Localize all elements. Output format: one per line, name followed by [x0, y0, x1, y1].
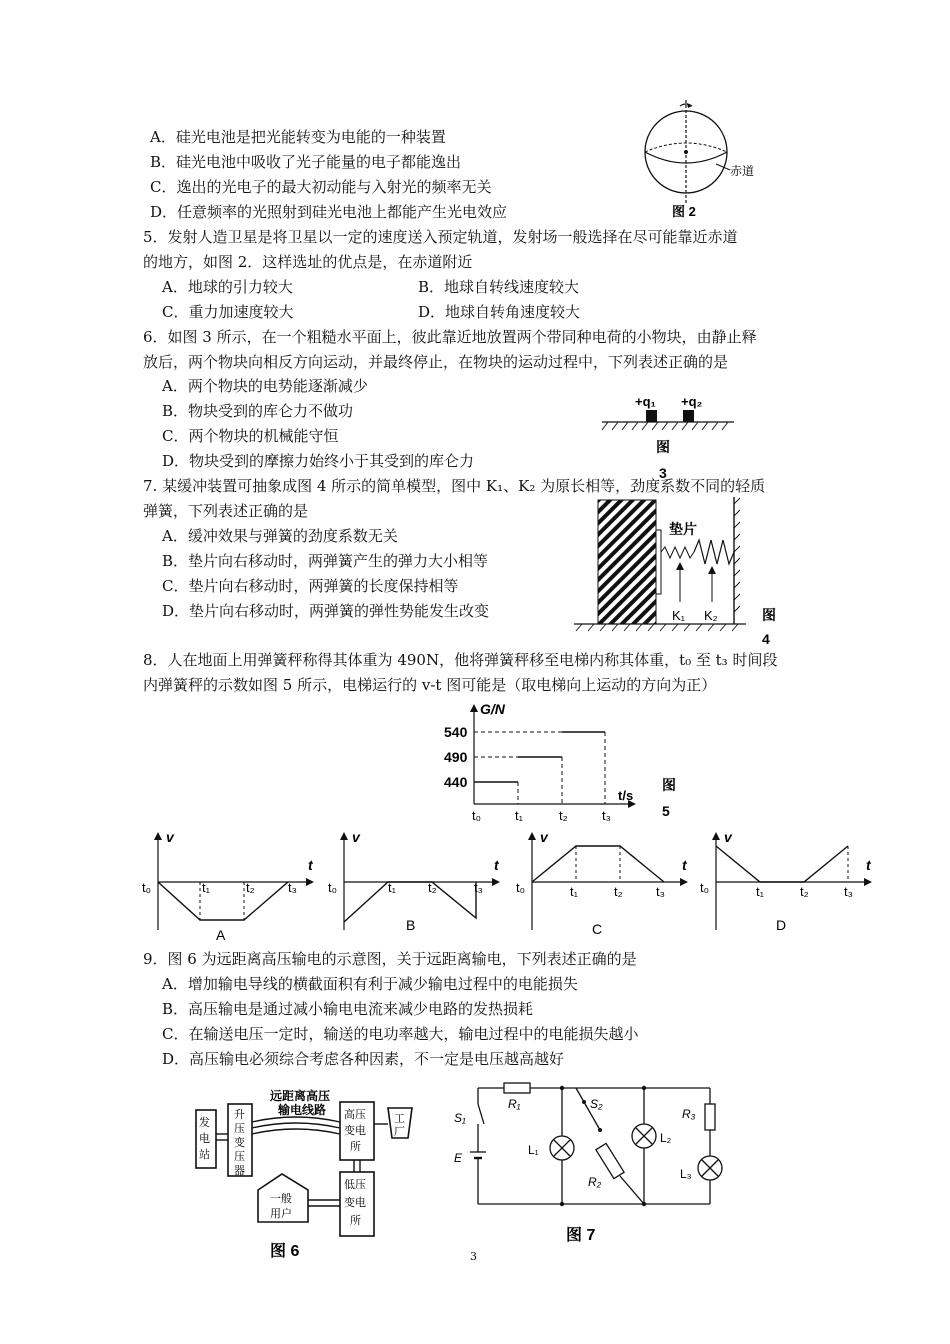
- fig5-caption-2: 5: [662, 803, 670, 819]
- page-number: 3: [470, 1250, 477, 1263]
- q6-option-a: A．两个物块的电势能逐渐减少: [162, 377, 368, 395]
- vt-b-t1: t₁: [388, 880, 396, 895]
- fig5-xtick-t2: t₂: [559, 808, 568, 823]
- vt-a-v: v: [166, 829, 174, 845]
- fig5-xtick-t3: t₃: [602, 808, 611, 823]
- fig5-ytick-440: 440: [444, 774, 468, 790]
- q9-stem: 9．图 6 为远距离高压输电的示意图，关于远距离输电，下列表述正确的是: [143, 950, 637, 968]
- vt-d-t: t: [866, 857, 871, 873]
- fig6-plant-2: 电: [199, 1133, 210, 1145]
- fig5-xtick-t1: t₁: [515, 808, 523, 823]
- vt-d-t3: t₃: [844, 884, 853, 899]
- fig4-spring-k1: [661, 547, 694, 558]
- vt-d-t2: t₂: [800, 884, 809, 899]
- fig6-factory-1: 工: [394, 1113, 405, 1125]
- fig2-globe: [630, 98, 770, 226]
- fig5-ytick-490: 490: [444, 749, 468, 765]
- fig6-hv-1: 高压: [344, 1109, 366, 1121]
- fig7-e-label: E: [454, 1151, 463, 1165]
- fig6-stepup-4: 压: [234, 1151, 245, 1163]
- vt-b-t3: t₃: [474, 880, 483, 895]
- fig7-caption: 图 7: [566, 1227, 596, 1244]
- fig7-s1-label: S₁: [454, 1111, 466, 1125]
- fig7-r3: [705, 1104, 715, 1130]
- q5-option-a: A．地球的引力较大: [162, 278, 293, 296]
- fig3-q1-label: +q₁: [635, 394, 656, 409]
- fig6-hv-2: 变电: [344, 1125, 366, 1137]
- vt-c-t3: t₃: [656, 884, 665, 899]
- vt-a-t3: t₃: [288, 880, 297, 895]
- fig5-ytick-540: 540: [444, 724, 468, 740]
- vt-b-v: v: [352, 829, 360, 845]
- vt-d-label: D: [776, 917, 787, 933]
- vt-graph-a: [142, 829, 314, 943]
- vt-b-t: t: [494, 857, 499, 873]
- fig6-lv-3: 所: [350, 1215, 361, 1227]
- fig4-pad: [656, 530, 661, 594]
- fig6-user-2: 用户: [270, 1208, 292, 1220]
- fig6-lv-2: 变电: [344, 1197, 366, 1209]
- fig3-charges: [598, 390, 738, 485]
- vt-c-t0: t₀: [516, 880, 526, 895]
- fig3-q2-label: +q₂: [681, 394, 703, 409]
- vt-c-t2: t₂: [614, 884, 623, 899]
- fig5-xlabel: t/s: [618, 788, 634, 803]
- fig2-caption: 图 2: [672, 204, 696, 219]
- q8-stem-2: 内弹簧秤的示数如图 5 所示，电梯运行的 v-t 图可能是（取电梯向上运动的方向为正）: [143, 676, 717, 694]
- q5-option-b: B．地球自转线速度较大: [418, 278, 580, 296]
- vt-c-t1: t₁: [570, 884, 578, 899]
- fig6-plant-1: 发: [199, 1117, 210, 1129]
- q5-option-c: C．重力加速度较大: [162, 303, 294, 321]
- fig6-hv-3: 所: [350, 1141, 361, 1153]
- fig5-ylabel: G/N: [480, 701, 505, 717]
- vt-b-t2: t₂: [428, 880, 437, 895]
- q9-option-b: B．高压输电是通过减小输电电流来减少电路的发热损耗: [162, 1000, 534, 1018]
- q7-option-d: D．垫片向右移动时，两弹簧的弹性势能发生改变: [162, 602, 490, 620]
- fig6-transmission: [190, 1082, 430, 1262]
- q4-option-c: C．逸出的光电子的最大初动能与入射光的频率无关: [150, 178, 492, 196]
- fig7-circuit: [448, 1080, 738, 1252]
- fig4-caption-2: 4: [762, 631, 770, 647]
- fig7-r1-label: R₁: [508, 1097, 521, 1111]
- q5-option-d: D．地球自转角速度较大: [418, 303, 581, 321]
- q6-option-d: D．物块受到的摩擦力始终小于其受到的库仑力: [162, 452, 475, 470]
- q7-stem-2: 弹簧，下列表述正确的是: [143, 502, 309, 520]
- q4-option-b: B．硅光电池中吸收了光子能量的电子都能逸出: [150, 153, 462, 171]
- fig4-k1-label: K₁: [672, 608, 686, 623]
- fig5-chart: [440, 700, 690, 828]
- q4-option-d: D．任意频率的光照射到硅光电池上都能产生光电效应: [150, 203, 508, 221]
- fig6-stepup-1: 升: [234, 1109, 245, 1121]
- q5-stem-2: 的地方，如图 2．这样选址的优点是，在赤道附近: [143, 253, 473, 271]
- fig6-line-label-1: 远距离高压: [270, 1089, 331, 1103]
- q6-option-c: C．两个物块的机械能守恒: [162, 427, 339, 445]
- fig4-block: [598, 500, 656, 624]
- vt-graph-d: [700, 829, 872, 933]
- fig6-caption: 图 6: [270, 1243, 300, 1260]
- fig6-plant-3: 站: [199, 1149, 210, 1161]
- vt-graphs: [138, 826, 898, 946]
- vt-b-label: B: [406, 917, 416, 933]
- fig4-caption-1: 图: [762, 607, 776, 623]
- q9-option-d: D．高压输电必须综合考虑各种因素，不一定是电压越高越好: [162, 1050, 565, 1068]
- fig7-r2: [596, 1143, 624, 1178]
- fig6-factory-2: 厂: [394, 1126, 405, 1138]
- vt-a-t1: t₁: [202, 880, 210, 895]
- q7-option-a: A．缓冲效果与弹簧的劲度系数无关: [162, 527, 398, 545]
- q7-option-b: B．垫片向右移动时，两弹簧产生的弹力大小相等: [162, 552, 489, 570]
- fig3-block-2: [683, 410, 694, 422]
- fig7-l3-label: L₃: [680, 1167, 692, 1181]
- fig3-caption-1: 图: [656, 439, 670, 455]
- q7-stem-1: 7. 某缓冲装置可抽象成图 4 所示的简单模型，图中 K₁、K₂ 为原长相等，劲度系数不同的轻质: [143, 477, 766, 495]
- vt-a-t2: t₂: [246, 880, 255, 895]
- q9-option-a: A．增加输电导线的横截面积有利于减少输电过程中的电能损失: [162, 975, 578, 993]
- vt-b-t0: t₀: [328, 880, 338, 895]
- fig7-s2-label: S₂: [590, 1097, 603, 1111]
- q5-stem-1: 5．发射人造卫星是将卫星以一定的速度送入预定轨道，发射场一般选择在尽可能靠近赤道: [143, 228, 738, 246]
- fig7-r1: [504, 1083, 530, 1093]
- vt-c-label: C: [592, 921, 603, 937]
- vt-c-t: t: [682, 857, 687, 873]
- fig7-r2-label: R₂: [588, 1175, 602, 1189]
- fig2-equator-label: 赤道: [730, 164, 755, 178]
- q6-stem-1: 6．如图 3 所示，在一个粗糙水平面上，彼此靠近地放置两个带同种电荷的小物块，由静止释: [143, 328, 757, 346]
- q7-option-c: C．垫片向右移动时，两弹簧的长度保持相等: [162, 577, 459, 595]
- vt-d-t0: t₀: [700, 880, 710, 895]
- fig4-buffer: [570, 492, 790, 652]
- fig6-stepup-2: 压: [234, 1123, 245, 1135]
- fig5-xtick-t0: t₀: [472, 808, 482, 823]
- q6-stem-2: 放后，两个物块向相反方向运动，并最终停止，在物块的运动过程中，下列表述正确的是: [143, 353, 729, 371]
- vt-d-v: v: [724, 829, 732, 845]
- fig7-l2-label: L₂: [660, 1131, 672, 1145]
- fig6-line-label-2: 输电线路: [278, 1103, 327, 1117]
- vt-a-t: t: [308, 857, 313, 873]
- fig6-user-1: 一般: [270, 1193, 292, 1205]
- fig3-block-1: [646, 410, 657, 422]
- vt-d-t1: t₁: [756, 884, 764, 899]
- q4-option-a: A．硅光电池是把光能转变为电能的一种装置: [150, 128, 446, 146]
- vt-c-v: v: [540, 829, 548, 845]
- q9-option-c: C．在输送电压一定时，输送的电功率越大，输电过程中的电能损失越小: [162, 1025, 639, 1043]
- fig7-l1-label: L₁: [528, 1143, 539, 1157]
- vt-a-t0: t₀: [142, 880, 152, 895]
- fig7-r3-label: R₃: [682, 1107, 696, 1121]
- fig5-caption-1: 图: [662, 777, 676, 793]
- vt-graph-c: [516, 829, 688, 937]
- fig3-caption-2: 3: [659, 465, 667, 481]
- vt-graph-b: [328, 829, 500, 933]
- fig4-spring-k2: [694, 540, 734, 564]
- q6-option-b: B．物块受到的库仑力不做功: [162, 402, 354, 420]
- fig6-stepup-5: 器: [234, 1165, 245, 1177]
- fig6-stepup-3: 变: [234, 1137, 245, 1149]
- fig6-lv-1: 低压: [344, 1179, 366, 1191]
- q8-stem-1: 8．人在地面上用弹簧秤称得其体重为 490N，他将弹簧秤移至电梯内称其体重，t₀ 至 t₃ 时间段: [143, 651, 778, 669]
- fig4-pad-label: 垫片: [669, 521, 697, 537]
- fig4-k2-label: K₂: [704, 608, 718, 623]
- vt-a-label: A: [216, 927, 226, 943]
